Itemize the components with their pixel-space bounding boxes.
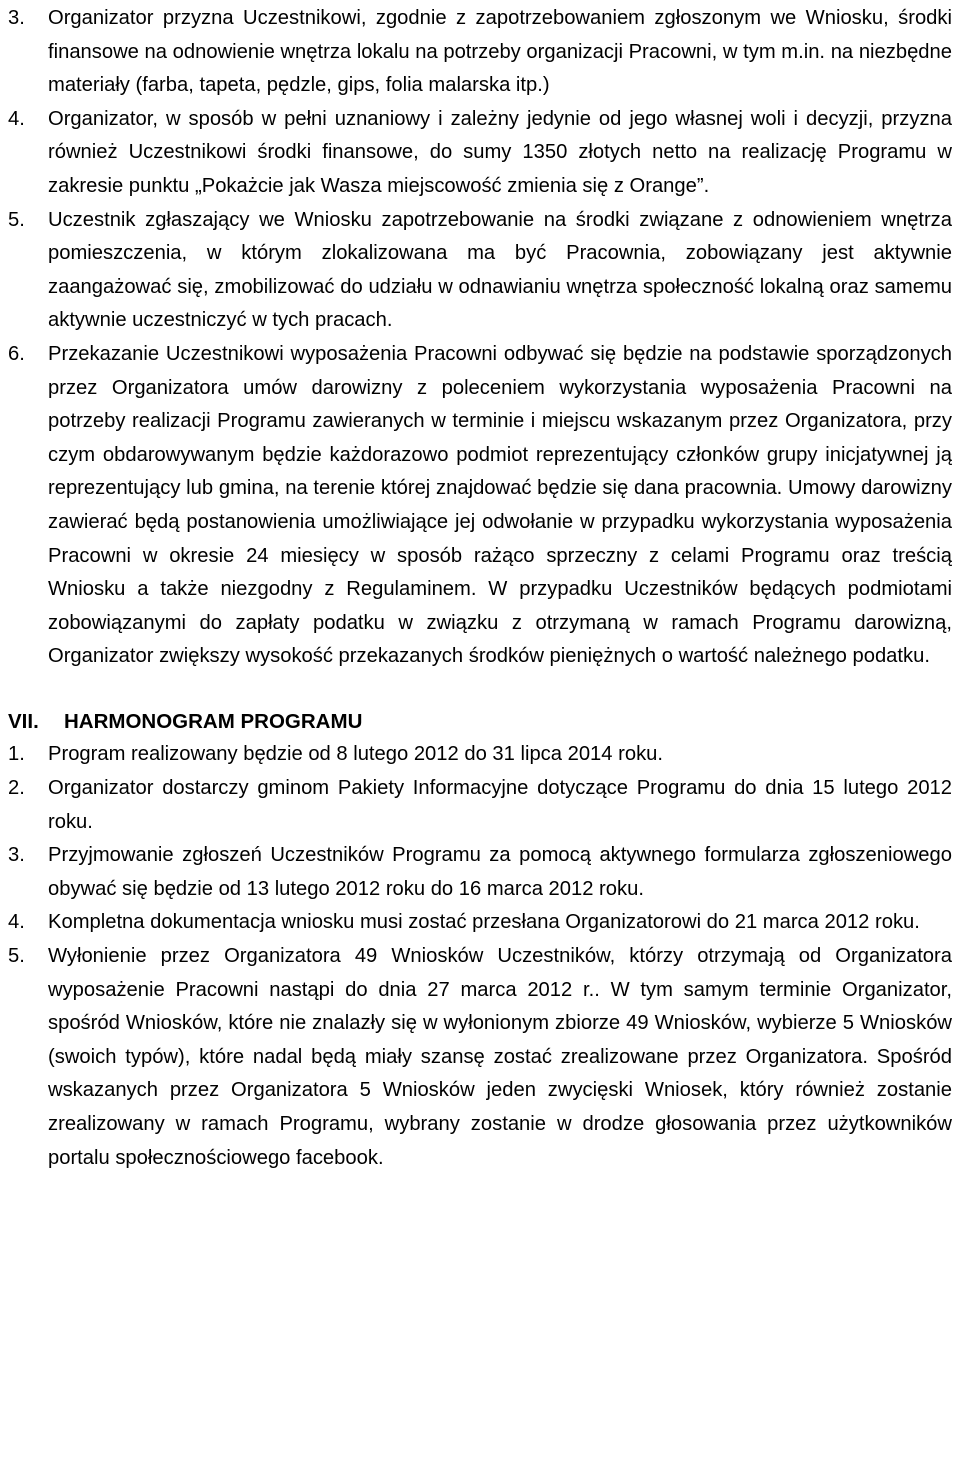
list-item-text: Kompletna dokumentacja wniosku musi zostać przesłana Organizatorowi do 21 marca 2012 roku.	[48, 911, 920, 934]
list-item	[8, 204, 952, 338]
list-item-text: Organizator dostarczy gminom Pakiety Informacyjne dotyczące Programu do dnia 15 lutego 2012 roku.	[48, 777, 952, 833]
list-item-number: 1.	[8, 743, 25, 766]
list-item	[8, 839, 952, 906]
list-item	[8, 103, 952, 204]
list-item-text: Przyjmowanie zgłoszeń Uczestników Programu za pomocą aktywnego formularza zgłoszeniowego obywać się będzie od 13 lutego 2012 roku do 16 marca 2012 roku.	[48, 844, 952, 900]
list-item-text: Wyłonienie przez Organizatora 49 Wniosków Uczestników, którzy otrzymają od Organizatora wyposażenie Pracowni nastąpi do dnia 27 marca 2012 r.. W tym samym terminie Organizator, spośród Wniosków, które nie znalazły się w wyłonionym zbiorze 49 Wniosków, wybierze 5 Wniosków (swoich typów), które nadal będą miały szansę zostać zrealizowane przez Organizatora. Spośród wskazanych przez Organizatora 5 Wniosków jeden zwycięski Wniosek, który również zostanie zrealizowany w ramach Programu, wybrany zostanie w drodze głosowania przez użytkowników portalu społecznościowego facebook.	[48, 945, 952, 1169]
list-item	[8, 772, 952, 839]
list-item-number: 6.	[8, 342, 25, 365]
list-item	[8, 738, 952, 772]
list-item-text: Organizator przyzna Uczestnikowi, zgodnie z zapotrzebowaniem zgłoszonym we Wniosku, środki finansowe na odnowienie wnętrza lokalu na potrzeby organizacji Pracowni, w tym m.in. na niezbędne materiały (farba, tapeta, pędzle, gips, folia malarska itp.)	[48, 7, 952, 97]
list-item	[8, 906, 952, 940]
section-heading	[8, 705, 952, 739]
list-item	[8, 2, 952, 103]
list-item-number: 4.	[8, 911, 25, 934]
list-item	[8, 338, 952, 674]
list-item-text: Program realizowany będzie od 8 lutego 2012 do 31 lipca 2014 roku.	[48, 743, 663, 766]
list-item-number: 3.	[8, 844, 25, 867]
list-item-text: Przekazanie Uczestnikowi wyposażenia Pracowni odbywać się będzie na podstawie sporządzonych przez Organizatora umów darowizny z poleceniem wykorzystania wyposażenia Pracowni na potrzeby realizacji Programu zawieranych w terminie i miejscu wskazanym przez Organizatora, przy czym obdarowywanym będzie każdorazowo podmiot reprezentujący członków grupy inicjatywnej ją reprezentujący lub gmina, na terenie której znajdować będzie się dana pracownia. Umowy darowizny zawierać będą postanowienia umożliwiające jej odwołanie w przypadku wykorzystania wyposażenia Pracowni w okresie 24 miesięcy w sposób rażąco sprzeczny z celami Programu oraz treścią Wniosku a także niezgodny z Regulaminem. W przypadku Uczestników będących podmiotami zobowiązanymi do zapłaty podatku w związku z otrzymaną w ramach Programu darowizną, Organizator zwiększy wysokość przekazanych środków pieniężnych o wartość należnego podatku.	[48, 342, 952, 668]
list-item-text: Organizator, w sposób w pełni uznaniowy i zależny jedynie od jego własnej woli i decyzji, przyzna również Uczestnikowi środki finansowe, do sumy 1350 złotych netto na realizację Programu w zakresie punktu „Pokażcie jak Wasza miejscowość zmienia się z Orange”.	[48, 107, 952, 197]
section-title: HARMONOGRAM PROGRAMU	[64, 709, 363, 733]
section-number: VII.	[8, 709, 39, 733]
list-item-number: 4.	[8, 107, 25, 130]
list-item-text: Uczestnik zgłaszający we Wniosku zapotrzebowanie na środki związane z odnowieniem wnętrza pomieszczenia, w którym zlokalizowana ma być Pracownia, zobowiązany jest aktywnie zaangażować się, zmobilizować do udziału w odnawianiu wnętrza społeczność lokalną oraz samemu aktywnie uczestniczyć w tych pracach.	[48, 208, 952, 332]
list-item-number: 3.	[8, 7, 25, 29]
list-item-number: 5.	[8, 945, 25, 968]
list-item-number: 5.	[8, 208, 25, 231]
list-item	[8, 940, 952, 1175]
list-item-number: 2.	[8, 777, 25, 800]
